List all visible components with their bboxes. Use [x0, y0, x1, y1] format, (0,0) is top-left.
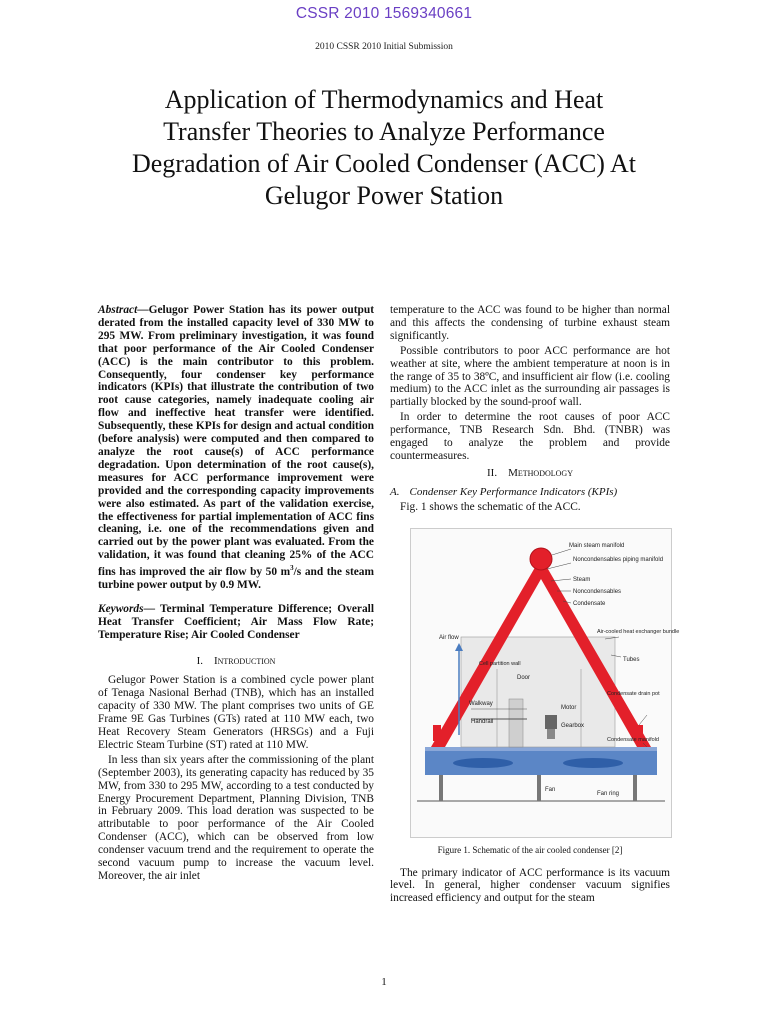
label-fan-ring: Fan ring — [597, 790, 620, 797]
fan-right — [563, 758, 623, 768]
label-condensate-manifold: Condensate manifold — [607, 736, 659, 743]
fig-intro: Fig. 1 shows the schematic of the ACC. — [400, 500, 581, 513]
subsection-title: Condenser Key Performance Indicators (KPIs) — [409, 485, 618, 498]
abstract-text: Gelugor Power Station has its power output derated from the installed capacity level of 330 MW to 295 MW. From preliminary investigation, it was found that poor performance of the Air Cooled Condenser (ACC) is the main contributor to this problem. Consequently, four condenser key performance indicators (KPIs) that illustrate the contribution of two root cause categories, namely inadequate cooling air flow and ineffective heat transfer were identified. Subsequently, these KPIs for design and actual condition (before analysis) were computed and then compared to analyze the root cause(s) of ACC performance degradation. Upon determination of the root cause(s), measures for ACC performance improvement were provided and the corresponding capacity improvements were also estimated. As part of the validation exercise, the effectiveness for partial implementation of ACC fins cleaning, i.e. one of the recommendations given and carried out by the power plant was evaluated. From the validation, it was found that cleaning 25% of the ACC fins has improved the air flow by 50 m — [98, 304, 374, 578]
right-paragraph-3: In order to determine the root causes of poor ACC performance, TNB Research Sdn. Bhd. (TNBR) was engaged to analyze the problem and provide countermeasures. — [390, 411, 670, 462]
label-condensate-drain: Condensate drain pot — [607, 690, 660, 697]
label-cell-partition: Cell partition wall — [479, 660, 521, 667]
keywords — [98, 603, 374, 642]
acc-schematic-figure — [410, 528, 680, 838]
label-air-cooled-bundle: Air-cooled heat exchanger bundle — [597, 628, 680, 635]
label-walkway: Walkway — [469, 700, 493, 707]
page-number: 1 — [381, 976, 387, 988]
after-figure-paragraph: The primary indicator of ACC performance is its vacuum level. In general, higher condenser vacuum signifies increased efficiency and output for the steam — [390, 866, 670, 905]
section-title: Methodology — [508, 466, 573, 479]
main-steam-manifold — [530, 548, 552, 570]
intro-paragraph-1: Gelugor Power Station is a combined cycle power plant of Tenaga Nasional Berhad (TNB), which has an installed capacity of 330 MW. The plant comprises two units of GE Frame 9E Gas Turbines (GTs) rated at 110 MW each, two Heat Recovery Steam Generators (HRSGs) and a Fuji Electric Steam Turbine (ST) rated at 110 MW. — [98, 674, 374, 751]
gearbox — [547, 729, 555, 739]
abstract-label: Abstract — [98, 304, 138, 316]
abstract-dash: — — [137, 304, 149, 316]
running-head: 2010 CSSR 2010 Initial Submission — [315, 42, 453, 52]
door — [509, 699, 523, 747]
label-door: Door — [517, 674, 531, 681]
keywords-text: Terminal Temperature Difference; Overall Heat Transfer Coefficient; Air Mass Flow Rate; Temperature Rise; Air Cooled Condenser — [98, 602, 374, 641]
right-paragraph-1: temperature to the ACC was found to be higher than normal and this affects the condensing of turbine exhaust steam significantly. — [390, 304, 670, 342]
abstract — [98, 304, 374, 592]
subsection-number: A. — [390, 485, 400, 498]
label-noncondensables: Noncondensables — [573, 588, 622, 595]
label-fan: Fan — [545, 786, 556, 793]
fan-left — [453, 758, 513, 768]
label-main-steam-manifold: Main steam manifold — [569, 542, 625, 549]
figure-caption: Figure 1. Schematic of the air cooled condenser [2] — [437, 844, 623, 855]
label-gearbox: Gearbox — [561, 722, 585, 729]
section-number: I. — [196, 655, 203, 668]
section-title: Introduction — [213, 655, 276, 668]
label-condensate: Condensate — [573, 600, 606, 607]
label-air-flow: Air flow — [439, 634, 459, 641]
label-noncond-piping: Noncondensables piping manifold — [573, 556, 664, 563]
right-column — [390, 304, 680, 907]
section-heading-method — [390, 467, 670, 480]
subsection-heading-a — [390, 486, 670, 499]
section-heading-intro — [98, 655, 374, 668]
label-motor: Motor — [561, 704, 577, 711]
label-handrail: Handrail — [471, 718, 494, 725]
paper-title: Application of Thermodynamics and Heat Transfer Theories to Analyze Performance Degradation of Air Cooled Condenser (ACC) At Gelugor Power Station — [131, 85, 637, 210]
intro-paragraph-2: In less than six years after the commissioning of the plant (September 2003), its generating capacity has reduced by 35 MW, from 330 to 295 MW, according to a test conducted by Energy Procurement Department, Planning Division, TNB in February 2009. This load deration was suspected to be attributable to poor performance of the Air Cooled Condenser (ACC), which can be observed from low condenser vacuum trend and the requirement to operate the second vacuum pump to increase the vacuum level. Moreover, the air inlet — [98, 753, 374, 882]
section-number: II. — [487, 466, 498, 479]
keywords-label: Keywords — [98, 602, 144, 615]
acc-schematic-svg — [411, 529, 680, 837]
left-column — [98, 304, 374, 885]
label-steam: Steam — [573, 576, 591, 583]
motor — [545, 715, 557, 729]
label-tubes: Tubes — [623, 656, 640, 663]
abstract-sup: 3 — [290, 564, 294, 573]
watermark: CSSR 2010 1569340661 — [295, 5, 473, 22]
keywords-dash: — — [143, 602, 155, 615]
right-paragraph-2: Possible contributors to poor ACC performance are hot weather at site, where the ambient temperature at noon is in the range of 35 to 38ºC, and insufficient air flow (i.e. cooling medium) to the ACC inlet as the surrounding air passages is partially blocked by the sound-proof wall. — [390, 344, 670, 409]
abstract-text-end: /s and the steam turbine power output by 0.9 MW. — [98, 565, 374, 591]
